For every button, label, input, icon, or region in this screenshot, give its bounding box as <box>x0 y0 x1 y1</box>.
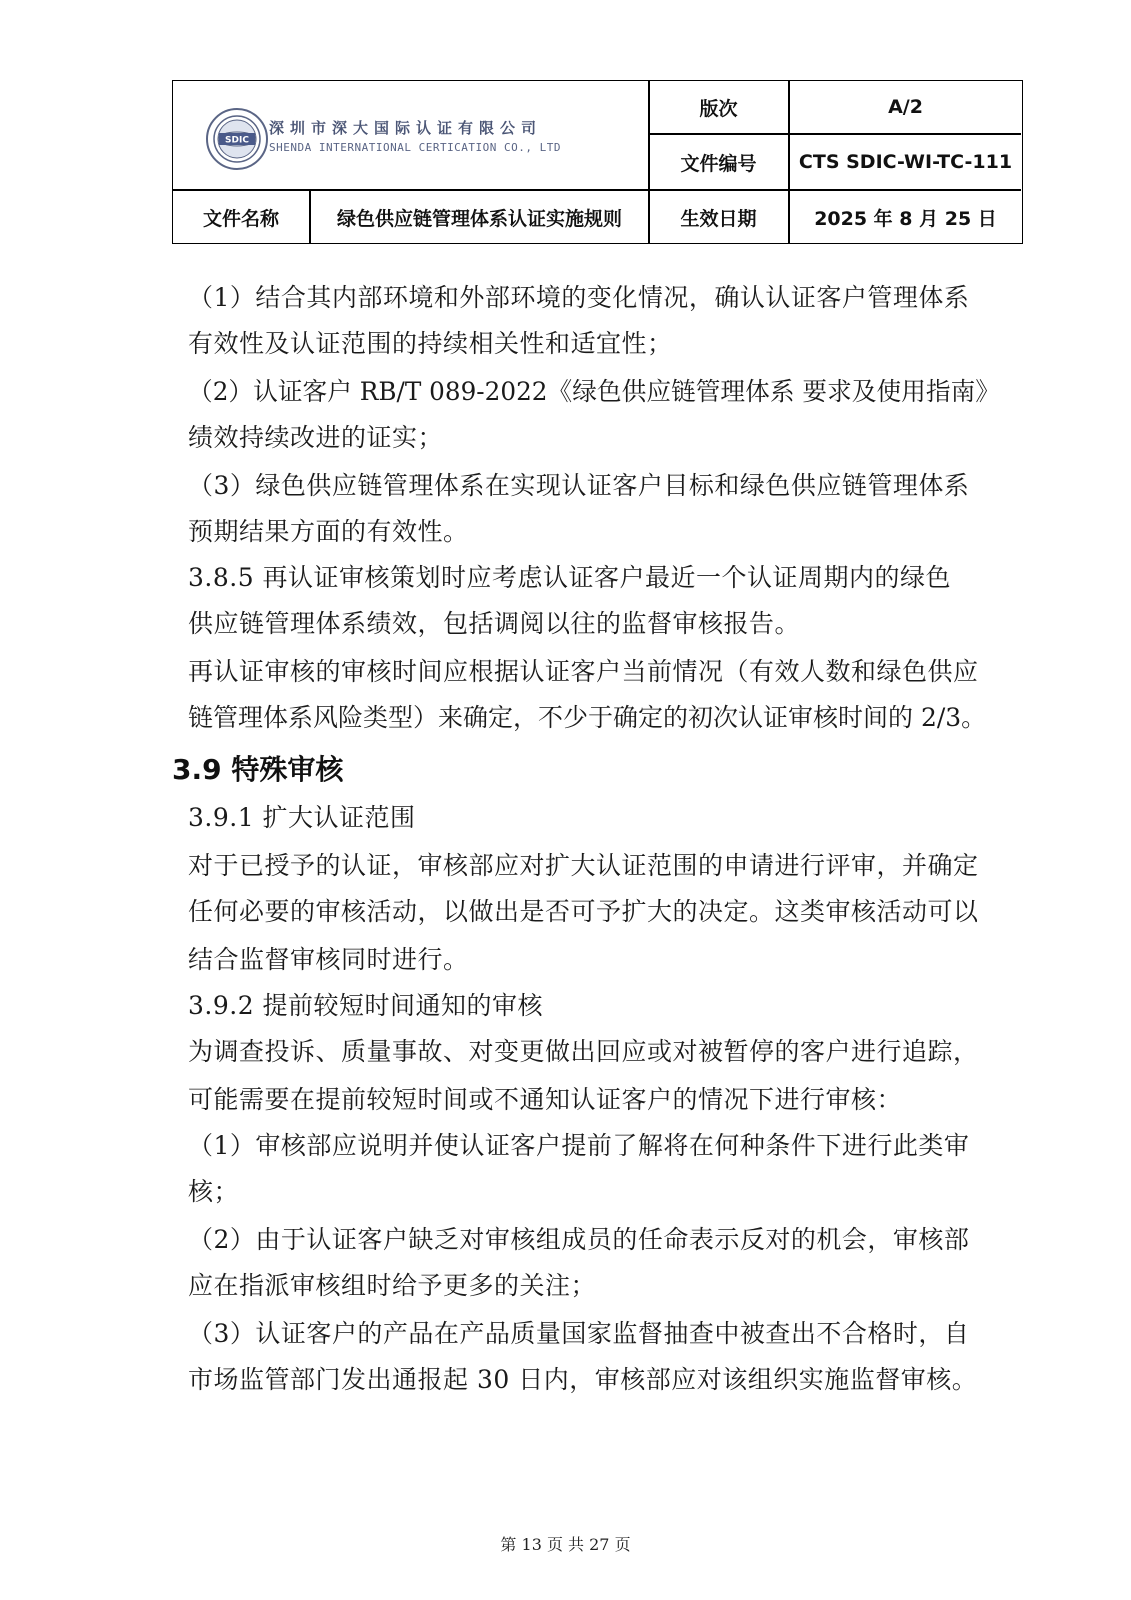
paragraph-line: （2）认证客户 RB/T 089-2022《绿色供应链管理体系 要求及使用指南》 <box>188 377 1000 406</box>
paragraph-line: （3）绿色供应链管理体系在实现认证客户目标和绿色供应链管理体系 <box>188 471 970 500</box>
version-value: A/2 <box>888 96 923 118</box>
paragraph-line: （2）由于认证客户缺乏对审核组成员的任命表示反对的机会，审核部 <box>188 1225 970 1254</box>
paragraph-line: 可能需要在提前较短时间或不通知认证客户的情况下进行审核： <box>188 1085 903 1114</box>
paragraph-line: 预期结果方面的有效性。 <box>188 517 469 546</box>
doc-number-label: 文件编号 <box>680 152 757 175</box>
company-name-en: SHENDA INTERNATIONAL CERTICATION CO., LTD <box>269 141 562 154</box>
company-name-cn: 深圳市深大国际认证有限公司 <box>269 119 543 137</box>
paragraph-line: 市场监管部门发出通报起 30 日内，审核部应对该组织实施监督审核。 <box>188 1365 978 1394</box>
document-header-table <box>172 80 1023 244</box>
doc-number-value: CTS SDIC-WI-TC-111 <box>798 151 1013 173</box>
company-logo <box>173 81 648 189</box>
page-number: 第 13 页 共 27 页 <box>500 1535 631 1554</box>
svg-text:SDIC: SDIC <box>225 135 249 146</box>
effective-date-value: 2025 年 8 月 25 日 <box>814 207 997 230</box>
paragraph-line: 3.8.5 再认证审核策划时应考虑认证客户最近一个认证周期内的绿色 <box>188 563 952 592</box>
paragraph-line: 绩效持续改进的证实； <box>188 423 444 452</box>
paragraph-line: 对于已授予的认证，审核部应对扩大认证范围的申请进行评审，并确定 <box>188 851 979 880</box>
subsection-heading-3-9-2: 3.9.2 提前较短时间通知的审核 <box>188 991 544 1020</box>
paragraph-line: 为调查投诉、质量事故、对变更做出回应或对被暂停的客户进行追踪， <box>188 1037 979 1066</box>
effective-date-label: 生效日期 <box>680 207 757 230</box>
paragraph-line: 链管理体系风险类型）来确定，不少于确定的初次认证审核时间的 2/3。 <box>188 703 987 732</box>
doc-name-value: 绿色供应链管理体系认证实施规则 <box>336 207 622 230</box>
section-heading-3-9: 3.9 特殊审核 <box>172 753 344 786</box>
paragraph-line: 核； <box>188 1177 240 1206</box>
subsection-heading-3-9-1: 3.9.1 扩大认证范围 <box>188 803 416 832</box>
version-label: 版次 <box>699 97 738 120</box>
paragraph-line: 任何必要的审核活动，以做出是否可予扩大的决定。这类审核活动可以 <box>188 897 979 926</box>
doc-name-label: 文件名称 <box>202 207 279 230</box>
paragraph-line: 供应链管理体系绩效，包括调阅以往的监督审核报告。 <box>188 609 801 638</box>
paragraph-line: 有效性及认证范围的持续相关性和适宜性； <box>188 329 673 358</box>
paragraph-line: 应在指派审核组时给予更多的关注； <box>188 1271 597 1300</box>
paragraph-line: （1）结合其内部环境和外部环境的变化情况，确认认证客户管理体系 <box>188 283 970 312</box>
paragraph-line: （1）审核部应说明并使认证客户提前了解将在何种条件下进行此类审 <box>188 1131 970 1160</box>
paragraph-line: 再认证审核的审核时间应根据认证客户当前情况（有效人数和绿色供应 <box>188 657 979 686</box>
company-seal-icon <box>205 107 269 171</box>
paragraph-line: 结合监督审核同时进行。 <box>188 945 469 974</box>
paragraph-line: （3）认证客户的产品在产品质量国家监督抽查中被查出不合格时，自 <box>188 1319 970 1348</box>
